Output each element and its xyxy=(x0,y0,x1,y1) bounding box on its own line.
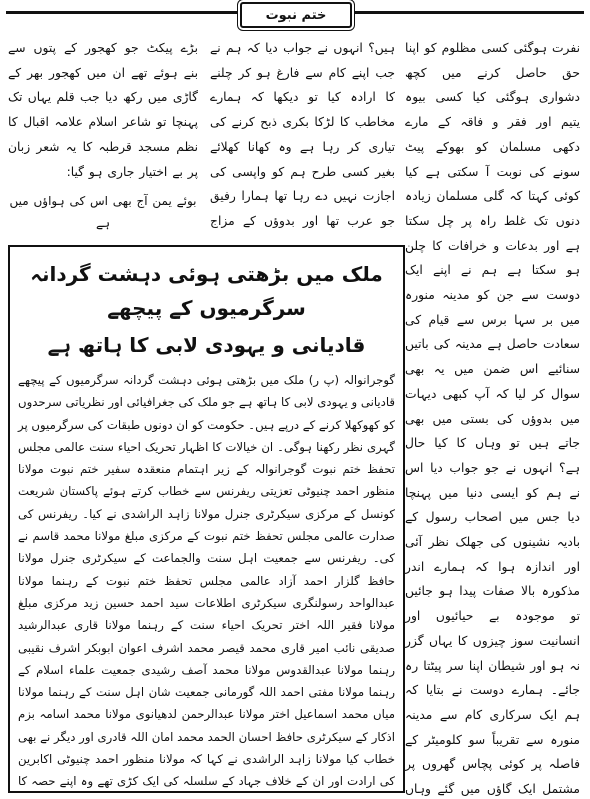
article-headline-2: قادیانی و یہودی لابی کا ہاتھ ہے xyxy=(47,333,366,357)
left-column-text: بڑے پیکٹ جو کھجور کے پتوں سے بنے ہوئے تھے ان میں کھجور بھر کے گاڑی میں رکھ دیا جب قلم یہاں تک پہنچا تو شاعر اسلام علامہ اقبال کا نظم مسجد قرطبہ کا یہ شعر زبان پر بے اختیار جاری ہو گیا: xyxy=(8,41,198,179)
poem-couplet xyxy=(8,190,198,236)
masthead-title: ختم نبوت xyxy=(265,7,327,23)
article-body: گوجرانوالہ (پ ر) ملک میں بڑھتی ہوئی دہشت گردانہ سرگرمیوں کے پیچھے قادیانی و یہودی لابی کا ہاتھ ہے جو ملک کی جغرافیائی اور نظریاتی سرحدوں کو کھوکھلا کرنے کے درپے ہیں۔ حکومت کو ان دونوں طبقات کی سرگرمیوں پر گہری نظر رکھنا ہوگی۔ ان خیالات کا اظہار تحریک احیاء سنت عالمی مجلس تحفظ ختم نبوت گوجرانوالہ کے زیر اہتمام منعقدہ سفیر ختم نبوت مولانا منظور احمد چنیوٹی تعزیتی ریفرنس سے خطاب کرتے ہوئے پاکستان شریعت کونسل کے مرکزی سیکرٹری جنرل مولانا زاہد الراشدی نے کیا۔ ریفرنس کی صدارت عالمی مجلس تحفظ ختم نبوت کے مرکزی مبلغ مولانا محمد قاسم نے کی۔ ریفرنس سے جمعیت اہل سنت والجماعت کے سیکرٹری جنرل مولانا حافظ گلزار احمد آزاد عالمی مجلس تحفظ ختم نبوت کے رہنما مولانا عبدالواحد رسولنگری سیکرٹری اطلاعات سید احمد حسین زید مرکزی مبلغ مولانا فقیر اللہ اختر تحریک احیاء سنت کے رہنما مولانا قاری عبدالرشید صدیقی نائب امیر قاری محمد قیصر محمد اشرف اعوان ابوبکر اشرف نقیبی رہنما مولانا عبدالقدوس مولانا محمد آصف رشیدی جمعیت علماء اسلام کے رہنما مولانا مفتی احمد اللہ گورمانی جمعیت شان اہل سنت کے رہنما مولانا میاں محمد اسماعیل اختر مولانا عبدالرحمن لدھیانوی مولانا محمد اسامہ بزم اذکار کے سیکرٹری حافظ احسان الحمد محمد امان اللہ قادری اور دیگر نے بھی خطاب کیا مولانا زاہد الراشدی نے کہا کہ مولانا منظور احمد چنیوٹی اکابرین کی ارادت اور ان کے خلاف جہاد کے سلسلہ کی ایک کڑی تھے وہ اپنے حصہ کا xyxy=(18,373,395,789)
right-column xyxy=(405,36,580,796)
middle-column-text: ہیں؟ انہوں نے جواب دیا کہ ہم نے جب اپنے کام سے فارغ ہو کر چلنے کا ارادہ کیا تو دیکھا کہ ہمارے مخاطب کا لڑکا بکری ذبح کرنے کی تیاری کر رہا ہے وہ کھانا کھلائے بغیر کسی طرح ہم کو واپسی کی اجازت نہیں دے رہا تھا ہمارا رفیق جو عرب تھا اور بدوؤں کے مزاج xyxy=(210,41,395,228)
right-column-text: نفرت ہوگئی کسی مظلوم کو اپنا حق حاصل کرنے میں کچھ دشواری ہوگئی کیا کسی بیوہ یتیم اور فقر و فاقہ کے مارے دکھی مسلمان کو بھوکے پیٹ سونے کی نوبت آ سکتی ہے کیا کوئی کہتا کہ گلی مسلمان زیادہ دنوں تک غلط راہ پر چل سکتا ہے اور بدعات و خرافات کا چلن ہو سکتا ہے ہم نے اپنے ایک دوست سے جن کو مدینہ منورہ میں بر سہا برس سے قیام کی سعادت حاصل ہے مدینہ کی باتیں سنائیے اس ضمن میں یہ بھی سوال کر لیا کہ آپ کبھی دیہات میں بدوؤں کی بستی میں بھی جاتے ہیں تو وہاں کا کیا حال ہے؟ انہوں نے جو جواب دیا اس نے ہم کو ایسی دنیا میں پہنچا دیا جس میں اصحاب رسول کے بادیہ نشینوں کی جھلک نظر آئی اور اندازہ ہوا کہ ہمارے اندر مذکورہ بالا صفات پیدا ہو جائیں تو موجودہ بے حیائیوں اور انسانیت سوز چیزوں کا یہاں گزر نہ ہو اور شیطان اپنا سر پیٹتا رہ جائے۔ ہمارے دوست نے بتایا کہ ہم ایک سرکاری کام سے مدینہ منورہ سے تقریباً سو کلومیٹر کے فاصلہ پر کوئی پچاس گھروں پر مشتمل ایک گاؤں میں گئے وہاں xyxy=(405,41,580,796)
middle-column xyxy=(210,36,395,236)
poem-line-2 xyxy=(8,234,198,236)
masthead-logo xyxy=(240,2,352,28)
news-article-box xyxy=(8,245,405,793)
article-headline-1: ملک میں بڑھتی ہوئی دہشت گردانہ سرگرمیوں کے پیچھے xyxy=(30,262,383,320)
poem-line-1: بوئے یمن آج بھی اس کی ہواؤں میں ہے xyxy=(9,194,197,231)
left-column xyxy=(8,36,198,236)
